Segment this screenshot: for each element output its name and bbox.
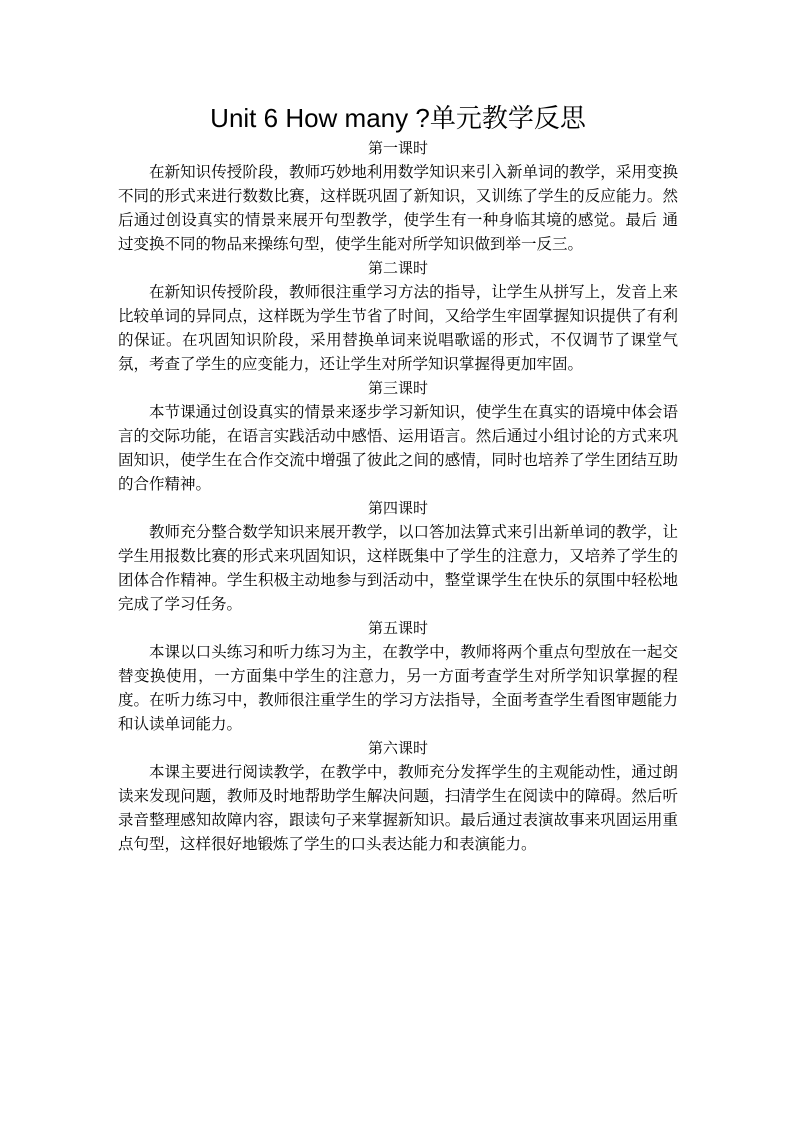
lesson-section-2 [118,256,678,376]
lesson-heading: 第六课时 [367,739,428,757]
lesson-paragraph: 本课主要进行阅读教学，在教学中，教师充分发挥学生的主观能动性，通过朗读来发现问题，教师及时地帮助学生解决问题，扫清学生在阅读中的障碍。然后听录音整理感知故障内容，跟读句子来掌握新知识。最后通过表演故事来巩固运用重点句型，这样很好地锻炼了学生的口头表达能力和表演能力。 [118,763,678,853]
lesson-section-3 [118,376,678,496]
lesson-paragraph: 在新知识传授阶段，教师巧妙地利用数学知识来引入新单词的教学，采用变换不同的形式来进行数数比赛，这样既巩固了新知识，又训练了学生的反应能力。然后通过创设真实的情景来展开句型教学，使学生有一种身临其境的感觉。最后 通过变换不同的物品来操练句型，使学生能对所学知识做到举一反三。 [118,163,678,253]
document-page [118,100,678,856]
lesson-paragraph: 教师充分整合数学知识来展开教学，以口答加法算式来引出新单词的教学，让学生用报数比赛的形式来巩固知识，这样既集中了学生的注意力，又培养了学生的团体合作精神。学生积极主动地参与到活动中，整堂课学生在快乐的氛围中轻松地完成了学习任务。 [118,523,678,613]
lesson-section-1 [118,136,678,256]
lesson-heading: 第四课时 [367,499,428,517]
lesson-section-6 [118,736,678,856]
lesson-heading: 第二课时 [367,259,428,277]
lesson-paragraph: 本节课通过创设真实的情景来逐步学习新知识，使学生在真实的语境中体会语言的交际功能，在语言实践活动中感悟、运用语言。然后通过小组讨论的方式来巩固知识，使学生在合作交流中增强了彼此之间的感情，同时也培养了学生团结互助的合作精神。 [118,403,678,493]
lesson-heading: 第三课时 [367,379,428,397]
lesson-heading: 第五课时 [367,619,428,637]
lesson-section-4 [118,496,678,616]
document-title: Unit 6 How many ?单元教学反思 [210,103,586,133]
lesson-paragraph: 本课以口头练习和听力练习为主，在教学中，教师将两个重点句型放在一起交替变换使用，一方面集中学生的注意力，另一方面考查学生对所学知识掌握的程度。在听力练习中，教师很注重学生的学习方法指导，全面考查学生看图审题能力和认读单词能力。 [118,643,678,733]
lesson-paragraph: 在新知识传授阶段，教师很注重学习方法的指导，让学生从拼写上，发音上来比较单词的异同点，这样既为学生节省了时间，又给学生牢固掌握知识提供了有利的保证。在巩固知识阶段，采用替换单词来说唱歌谣的形式，不仅调节了课堂气氛，考查了学生的应变能力，还让学生对所学知识掌握得更加牢固。 [118,283,678,373]
lesson-section-5 [118,616,678,736]
lesson-heading: 第一课时 [367,139,428,157]
